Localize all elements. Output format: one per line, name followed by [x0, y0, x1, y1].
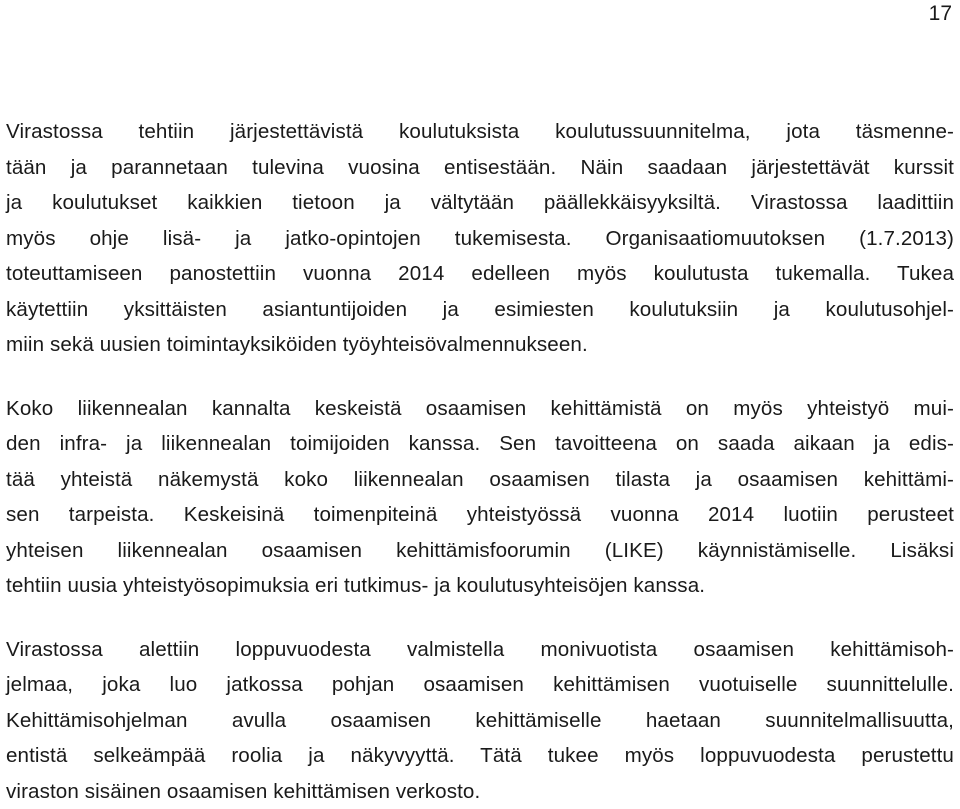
paragraph-training-plan — [6, 114, 954, 363]
page-number: 17 — [929, 2, 952, 26]
text-line: myös ohje lisä- ja jatko-opintojen tukemisesta. Organisaatiomuutoksen (1.7.2013) — [6, 221, 954, 257]
text-line: jelmaa, joka luo jatkossa pohjan osaamisen kehittämisen vuotuiselle suunnittelulle. — [6, 667, 954, 703]
text-line: Virastossa alettiin loppuvuodesta valmistella monivuotista osaamisen kehittämisoh- — [6, 632, 954, 668]
text-line: ja koulutukset kaikkien tietoon ja vältytään päällekkäisyyksiltä. Virastossa laadittiin — [6, 185, 954, 221]
text-line: den infra- ja liikennealan toimijoiden kanssa. Sen tavoitteena on saada aikaan ja edis- — [6, 426, 954, 462]
text-line: yhteisen liikennealan osaamisen kehittämisfoorumin (LIKE) käynnistämiselle. Lisäksi — [6, 533, 954, 569]
text-line: Kehittämisohjelman avulla osaamisen kehittämiselle haetaan suunnitelmallisuutta, — [6, 703, 954, 739]
text-line: miin sekä uusien toimintayksiköiden työyhteisövalmennukseen. — [6, 327, 954, 363]
text-line: Virastossa tehtiin järjestettävistä koulutuksista koulutussuunnitelma, jota täsmenne- — [6, 114, 954, 150]
text-line: sen tarpeista. Keskeisinä toimenpiteinä yhteistyössä vuonna 2014 luotiin perusteet — [6, 497, 954, 533]
paragraph-development-programme — [6, 632, 954, 809]
text-line: käytettiin yksittäisten asiantuntijoiden ja esimiesten koulutuksiin ja koulutusohjel- — [6, 292, 954, 328]
text-line: toteuttamiseen panostettiin vuonna 2014 edelleen myös koulutusta tukemalla. Tukea — [6, 256, 954, 292]
text-line: viraston sisäinen osaamisen kehittämisen verkosto. — [6, 774, 954, 809]
document-body — [6, 114, 954, 809]
text-line: entistä selkeämpää roolia ja näkyvyyttä. Tätä tukee myös loppuvuodesta perustettu — [6, 738, 954, 774]
text-line: tää yhteistä näkemystä koko liikennealan osaamisen tilasta ja osaamisen kehittämi- — [6, 462, 954, 498]
text-line: Koko liikennealan kannalta keskeistä osaamisen kehittämistä on myös yhteistyö mui- — [6, 391, 954, 427]
text-line: tehtiin uusia yhteistyösopimuksia eri tutkimus- ja koulutusyhteisöjen kanssa. — [6, 568, 954, 604]
text-line: tään ja parannetaan tulevina vuosina entisestään. Näin saadaan järjestettävät kurssit — [6, 150, 954, 186]
paragraph-cooperation — [6, 391, 954, 604]
